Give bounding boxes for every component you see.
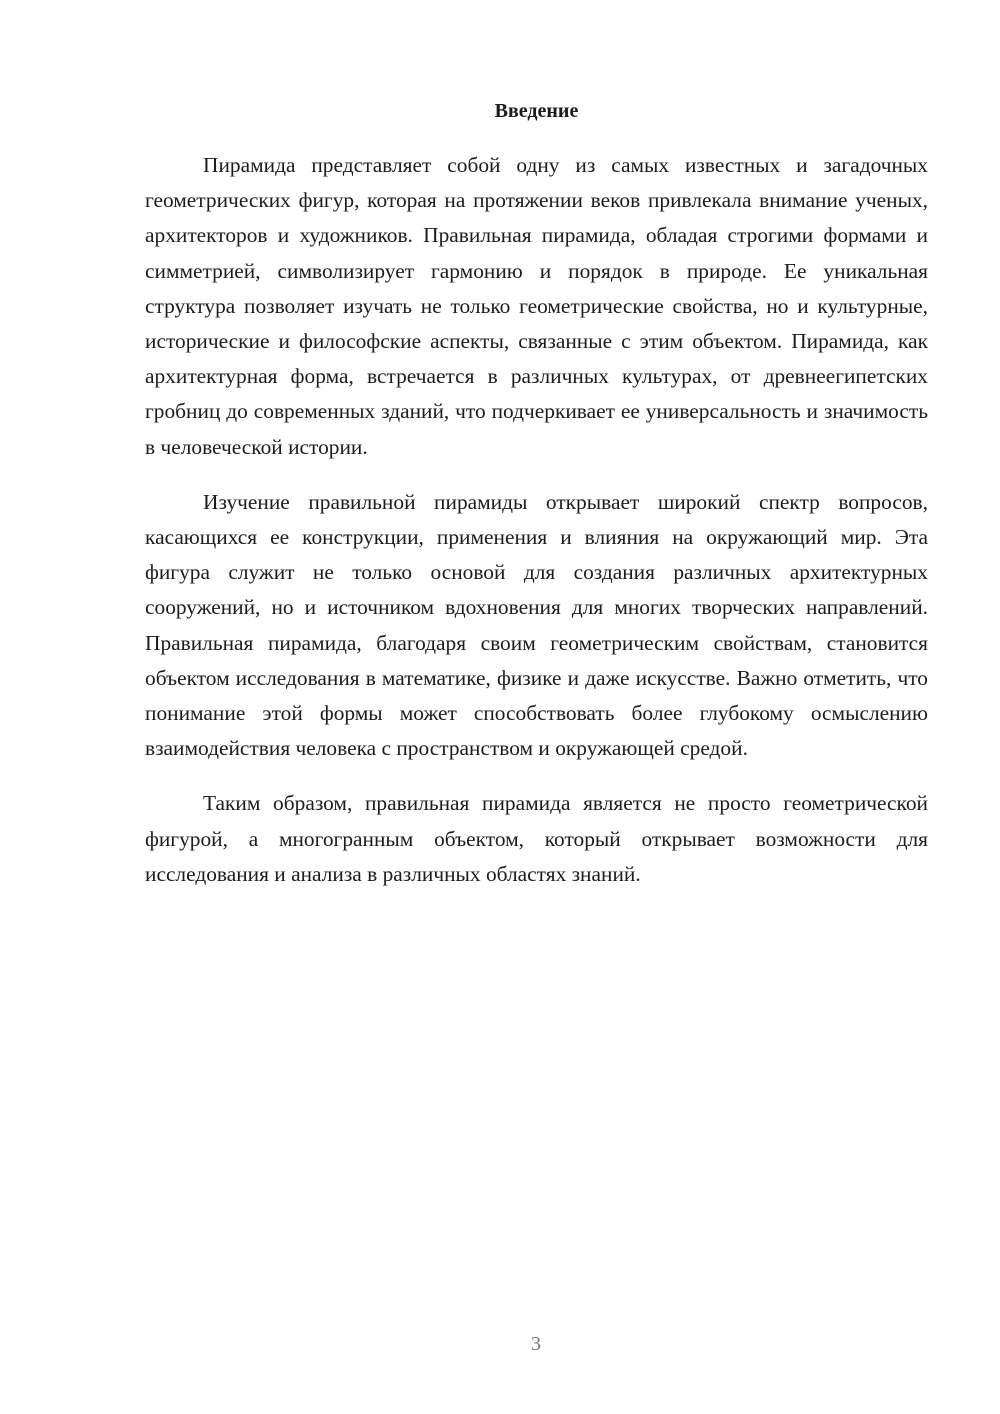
- document-body: [145, 94, 928, 912]
- paragraph-3: Таким образом, правильная пирамида является не просто геометрической фигурой, а многогранным объектом, который открывает возможности для исследования и анализа в различных областях знаний.: [145, 791, 928, 886]
- section-title: Введение: [494, 100, 579, 122]
- page-number: 3: [531, 1333, 541, 1355]
- paragraph-2: Изучение правильной пирамиды открывает широкий спектр вопросов, касающихся ее конструкции, применения и влияния на окружающий мир. Эта фигура служит не только основой для создания различных архитектурных сооружений, но и источником вдохновения для многих творческих направлений. Правильная пирамида, благодаря своим геометрическим свойствам, становится объектом исследования в математике, физике и даже искусстве. Важно отметить, что понимание этой формы может способствовать более глубокому осмыслению взаимодействия человека с пространством и окружающей средой.: [145, 489, 928, 761]
- paragraph-1: Пирамида представляет собой одну из самых известных и загадочных геометрических фигур, которая на протяжении веков привлекала внимание ученых, архитекторов и художников. Правильная пирамида, обладая строгими формами и симметрией, символизирует гармонию и порядок в природе. Ее уникальная структура позволяет изучать не только геометрические свойства, но и культурные, исторические и философские аспекты, связанные с этим объектом. Пирамида, как архитектурная форма, встречается в различных культурах, от древнеегипетских гробниц до современных зданий, что подчеркивает ее универсальность и значимость в человеческой истории.: [145, 153, 928, 459]
